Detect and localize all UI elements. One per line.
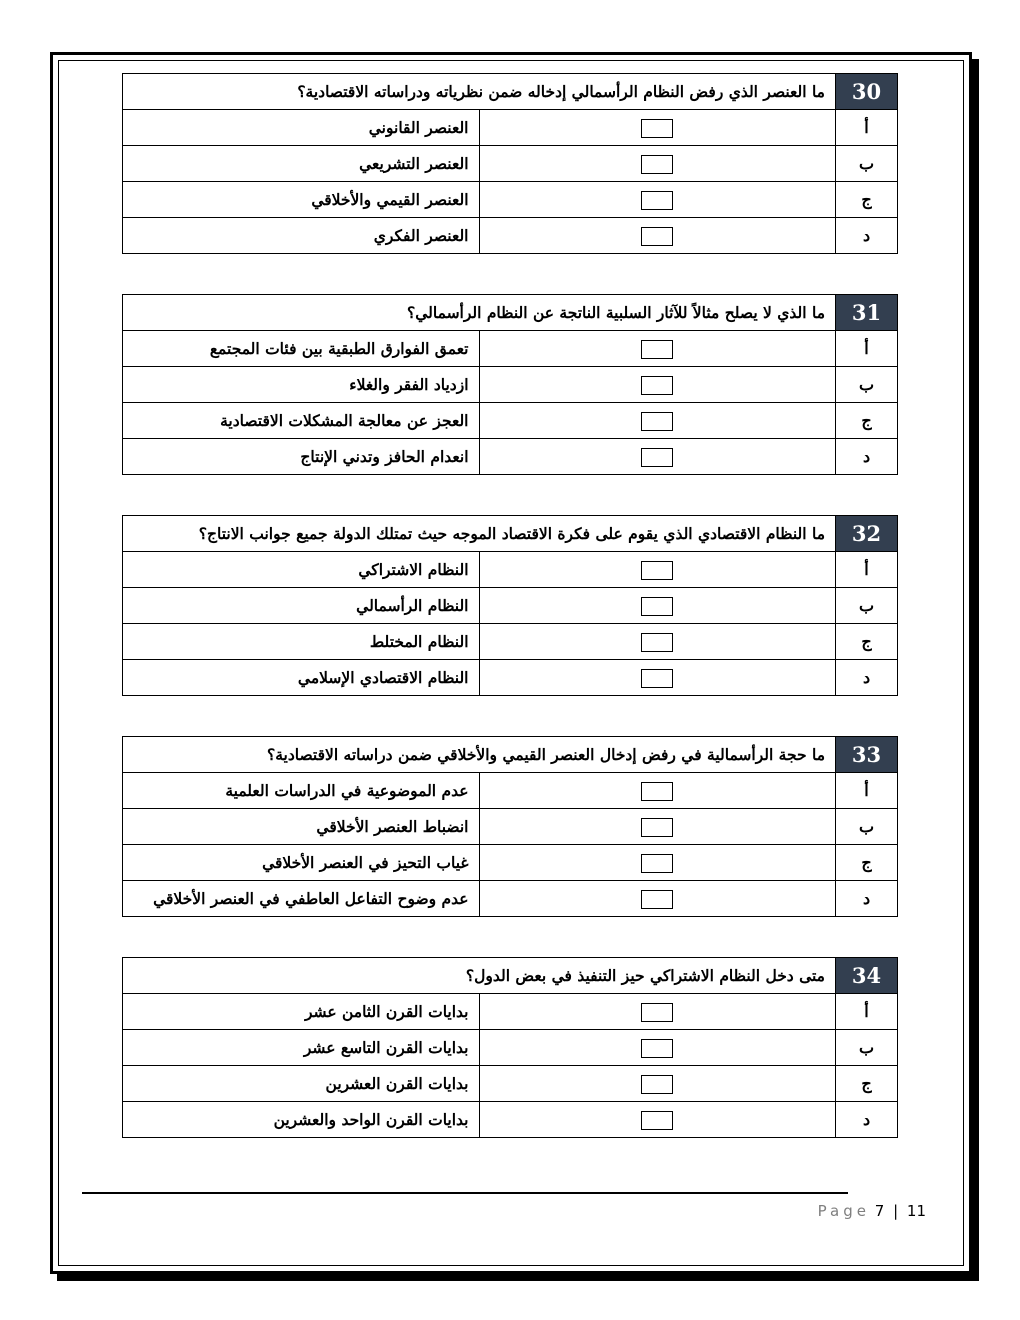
question-header-row (123, 737, 898, 773)
option-checkbox[interactable] (641, 633, 673, 652)
option-checkbox-cell (479, 588, 836, 624)
option-text: النظام الرأسمالي (123, 588, 480, 624)
option-letter: أ (836, 773, 898, 809)
option-text: العنصر القيمي والأخلاقي (123, 182, 480, 218)
question-header-row (123, 295, 898, 331)
option-row (123, 1030, 898, 1066)
option-row (123, 110, 898, 146)
option-letter: ج (836, 624, 898, 660)
option-checkbox-cell (479, 182, 836, 218)
option-letter: أ (836, 110, 898, 146)
question-table (122, 294, 898, 475)
option-row (123, 994, 898, 1030)
option-checkbox-cell (479, 994, 836, 1030)
option-checkbox[interactable] (641, 155, 673, 174)
option-text: بدايات القرن الواحد والعشرين (123, 1102, 480, 1138)
option-row (123, 146, 898, 182)
option-letter: ب (836, 809, 898, 845)
option-checkbox-cell (479, 110, 836, 146)
option-row (123, 1066, 898, 1102)
option-letter: ب (836, 146, 898, 182)
option-checkbox[interactable] (641, 669, 673, 688)
question-table (122, 515, 898, 696)
total-pages-number: 11 (906, 1202, 926, 1220)
option-checkbox[interactable] (641, 854, 673, 873)
option-checkbox[interactable] (641, 1111, 673, 1130)
option-checkbox-cell (479, 1030, 836, 1066)
option-checkbox-cell (479, 218, 836, 254)
question-table (122, 736, 898, 917)
option-checkbox-cell (479, 367, 836, 403)
option-checkbox-cell (479, 1102, 836, 1138)
option-checkbox[interactable] (641, 1039, 673, 1058)
option-text: العنصر التشريعي (123, 146, 480, 182)
option-row (123, 588, 898, 624)
option-checkbox[interactable] (641, 597, 673, 616)
footer-divider (82, 1192, 848, 1194)
option-checkbox[interactable] (641, 376, 673, 395)
option-text: انضباط العنصر الأخلاقي (123, 809, 480, 845)
option-text: بدايات القرن العشرين (123, 1066, 480, 1102)
option-row (123, 218, 898, 254)
question-text: ما حجة الرأسمالية في رفض إدخال العنصر القيمي والأخلاقي ضمن دراساته الاقتصادية؟ (123, 737, 836, 773)
option-checkbox[interactable] (641, 412, 673, 431)
option-checkbox[interactable] (641, 782, 673, 801)
option-letter: د (836, 881, 898, 917)
option-checkbox-cell (479, 660, 836, 696)
question-text: ما النظام الاقتصادي الذي يقوم على فكرة الاقتصاد الموجه حيث تمتلك الدولة جميع جوانب الانتاج؟ (123, 516, 836, 552)
option-text: بدايات القرن الثامن عشر (123, 994, 480, 1030)
option-letter: د (836, 218, 898, 254)
option-row (123, 552, 898, 588)
page-footer (818, 1202, 926, 1220)
option-text: غياب التحيز في العنصر الأخلاقي (123, 845, 480, 881)
option-row (123, 182, 898, 218)
option-checkbox-cell (479, 845, 836, 881)
option-letter: ب (836, 1030, 898, 1066)
option-letter: ج (836, 403, 898, 439)
option-letter: ج (836, 182, 898, 218)
option-text: العنصر القانوني (123, 110, 480, 146)
option-checkbox-cell (479, 881, 836, 917)
question-header-row (123, 74, 898, 110)
option-row (123, 367, 898, 403)
option-letter: ج (836, 845, 898, 881)
question-text: متى دخل النظام الاشتراكي حيز التنفيذ في بعض الدول؟ (123, 958, 836, 994)
option-text: النظام الاقتصادي الإسلامي (123, 660, 480, 696)
option-text: بدايات القرن التاسع عشر (123, 1030, 480, 1066)
option-text: العجز عن معالجة المشكلات الاقتصادية (123, 403, 480, 439)
page-label: Page (817, 1202, 870, 1220)
option-row (123, 331, 898, 367)
option-checkbox-cell (479, 1066, 836, 1102)
question-number: 33 (836, 737, 898, 773)
option-letter: ب (836, 588, 898, 624)
question-table (122, 957, 898, 1138)
option-letter: أ (836, 994, 898, 1030)
option-checkbox-cell (479, 331, 836, 367)
option-checkbox-cell (479, 773, 836, 809)
option-text: العنصر الفكري (123, 218, 480, 254)
option-checkbox[interactable] (641, 227, 673, 246)
option-letter: د (836, 660, 898, 696)
question-header-row (123, 958, 898, 994)
option-text: عدم وضوح التفاعل العاطفي في العنصر الأخلاقي (123, 881, 480, 917)
option-row (123, 773, 898, 809)
option-checkbox[interactable] (641, 340, 673, 359)
current-page-number: 7 (874, 1202, 885, 1220)
option-text: عدم الموضوعية في الدراسات العلمية (123, 773, 480, 809)
option-checkbox[interactable] (641, 448, 673, 467)
option-row (123, 1102, 898, 1138)
option-row (123, 439, 898, 475)
option-text: تعمق الفوارق الطبقية بين فئات المجتمع (123, 331, 480, 367)
option-row (123, 809, 898, 845)
option-letter: ب (836, 367, 898, 403)
question-text: ما الذي لا يصلح مثالاً للآثار السلبية الناتجة عن النظام الرأسمالي؟ (123, 295, 836, 331)
option-letter: أ (836, 331, 898, 367)
question-text: ما العنصر الذي رفض النظام الرأسمالي إدخاله ضمن نظرياته ودراساته الاقتصادية؟ (123, 74, 836, 110)
option-checkbox-cell (479, 403, 836, 439)
option-checkbox-cell (479, 809, 836, 845)
option-checkbox-cell (479, 624, 836, 660)
option-row (123, 403, 898, 439)
option-checkbox[interactable] (641, 119, 673, 138)
option-text: انعدام الحافز وتدني الإنتاج (123, 439, 480, 475)
option-letter: د (836, 1102, 898, 1138)
option-letter: د (836, 439, 898, 475)
option-checkbox[interactable] (641, 561, 673, 580)
option-text: ازدياد الفقر والغلاء (123, 367, 480, 403)
option-letter: أ (836, 552, 898, 588)
option-checkbox-cell (479, 146, 836, 182)
option-row (123, 624, 898, 660)
option-checkbox[interactable] (641, 1003, 673, 1022)
option-row (123, 845, 898, 881)
option-text: النظام الاشتراكي (123, 552, 480, 588)
question-number: 31 (836, 295, 898, 331)
option-checkbox[interactable] (641, 191, 673, 210)
option-checkbox[interactable] (641, 890, 673, 909)
question-number: 34 (836, 958, 898, 994)
question-number: 32 (836, 516, 898, 552)
option-letter: ج (836, 1066, 898, 1102)
question-number: 30 (836, 74, 898, 110)
option-checkbox-cell (479, 552, 836, 588)
option-checkbox[interactable] (641, 818, 673, 837)
question-header-row (123, 516, 898, 552)
option-row (123, 660, 898, 696)
page-separator: | (893, 1202, 899, 1220)
option-checkbox-cell (479, 439, 836, 475)
option-row (123, 881, 898, 917)
question-table (122, 73, 898, 254)
option-text: النظام المختلط (123, 624, 480, 660)
option-checkbox[interactable] (641, 1075, 673, 1094)
